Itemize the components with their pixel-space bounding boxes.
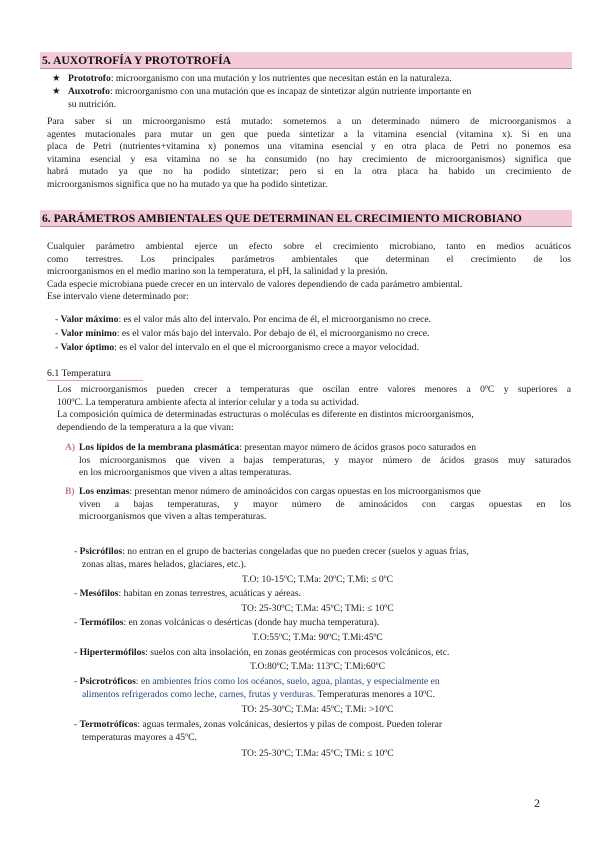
bullet-auxotrofo-cont: su nutrición. bbox=[68, 99, 116, 110]
page-number: 2 bbox=[534, 796, 540, 810]
temps-hipertermofilos: T.O:80ºC; T.Ma: 113ºC; T.Mi:60ºC bbox=[249, 661, 386, 672]
subsection-underline bbox=[47, 380, 143, 381]
organism-termotroficos-cont: temperaturas mayores a 45ºC. bbox=[82, 732, 197, 743]
bullet-auxotrofo: Auxotrofo: microorganismo con una mutación que es incapaz de sintetizar algún nutriente importante en bbox=[68, 86, 472, 97]
organism-psicrotroficos-cont: alimentos refrigerados como leche, carnes, frutas y verduras. Temperaturas menores a 10ºC. bbox=[82, 689, 435, 700]
value-maximo: - Valor máximo: es el valor más alto del intervalo. Por encima de él, el microorganismo no crece. bbox=[55, 314, 432, 325]
item-enzimas: Los enzimas: presentan menor número de aminoácidos con cargas opuestas en los microorganismos que viven a bajas temperaturas, y mayor número de aminoácidos con cargas opuestas en los microorganismos que viven a altas temperaturas. bbox=[79, 486, 571, 523]
item-lipidos: Los lípidos de la membrana plasmática: presentan mayor número de ácidos grasos poco saturados en los microorganismos que viven a bajas temperaturas, y mayor número de ácidos grasos muy saturados en los microorganismos que viven a altas temperaturas. bbox=[79, 442, 571, 479]
subsection-6-1-heading: 6.1 Temperatura bbox=[47, 368, 111, 379]
star-bullet-icon: ★ bbox=[52, 86, 61, 97]
organism-termotroficos: - Termotróficos: aguas termales, zonas volcánicas, desiertos y pilas de compost. Pueden tolerar bbox=[74, 719, 443, 730]
temps-mesofilos: TO: 25-30ºC; T.Ma: 45ºC; TMi: ≤ 10ºC bbox=[241, 603, 394, 614]
bullet-prototrofo: Prototrofo: microorganismo con una mutación y los nutrientes que necesitan están en la naturaleza. bbox=[68, 73, 452, 84]
section-6-heading: 6. PARÁMETROS AMBIENTALES QUE DETERMINAN EL CRECIMIENTO MICROBIANO bbox=[40, 210, 572, 227]
item-letter-b: B) bbox=[65, 486, 75, 497]
organism-termofilos: - Termófilos: en zonas volcánicas o desérticas (donde hay mucha temperatura). bbox=[74, 617, 380, 628]
organism-psicrofilos-cont: zonas altas, mares helados, glaciares, etc.). bbox=[82, 559, 247, 570]
star-bullet-icon: ★ bbox=[52, 73, 61, 84]
organism-psicrotroficos: - Psicrotróficos: en ambientes fríos como los océanos, suelo, agua, plantas, y especialmente en bbox=[74, 676, 440, 687]
temperature-intro: Los microorganismos pueden crecer a temperaturas que oscilan entre valores menores a 0ºC y superiores a 100ºC. La temperatura ambiente afecta al interior celular y a toda su actividad. La composición química de determinadas estructuras o moléculas es diferente en distintos microorganismos, dependiendo de la temperatura a la que vivan: bbox=[57, 384, 571, 433]
value-optimo: - Valor óptimo: es el valor del intervalo en el que el microorganismo crece a mayor velocidad. bbox=[55, 342, 420, 353]
value-minimo: - Valor mínimo: es el valor más bajo del intervalo. Por debajo de él, el microorganismo no crece. bbox=[55, 328, 430, 339]
organism-mesofilos: - Mesófilos: habitan en zonas terrestres, acuáticas y aéreas. bbox=[74, 588, 301, 599]
item-letter-a: A) bbox=[65, 442, 76, 453]
section-5-heading: 5. AUXOTROFÍA Y PROTOTROFÍA bbox=[40, 52, 572, 69]
organism-psicrofilos: - Psicrófilos: no entran en el grupo de bacterias congeladas que no pueden crecer (suelos y aguas frías, bbox=[74, 546, 469, 557]
temps-psicrofilos: T.O: 10-15ºC; T.Ma: 20ºC; T.Mi: ≤ 0ºC bbox=[241, 574, 394, 585]
temps-psicrotroficos: TO: 25-30ºC; T.Ma: 45ºC; T.Mi: >10ºC bbox=[241, 704, 394, 715]
section-5-paragraph: Para saber si un microorganismo está mutado: sometemos a un determinado número de microorganismos a agentes mutacionales para mutar un gen que pueda sintetizar a la vitamina esencial (vitamina x). Si en una placa de Petri (nutrientes+vitamina x) ponemos una vitamina esencial y en otra placa de Petri no ponemos esa vitamina esencial y esa vitamina no se ha consumido (no hay crecimiento de microorganismos) significa que habrá mutado ya que no ha podido sintetizar; pero si en la otra placa ha habido un crecimiento de microorganismos significa que no ha mutado ya que ha podido sintetizar. bbox=[47, 116, 571, 190]
organism-hipertermofilos: - Hipertermófilos: suelos con alta insolación, en zonas geotérmicas con procesos volcánicos, etc. bbox=[74, 647, 450, 658]
section-6-intro: Cualquier parámetro ambiental ejerce un efecto sobre el crecimiento microbiano, tanto en medios acuáticos como terrestres. Los principales parámetros ambientales que determinan el crecimiento de los microorganismos en el medio marino son la temperatura, el pH, la salinidad y la presión. Cada especie microbiana puede crecer en un intervalo de valores dependiendo de cada parámetro ambiental. Ese intervalo viene determinado por: bbox=[47, 241, 571, 303]
temps-termotroficos: TO: 25-30ºC; T.Ma: 45ºC; TMi: ≤ 10ºC bbox=[241, 748, 394, 759]
temps-termofilos: T.O:55ºC; T.Ma: 90ºC; T.Mi:45ºC bbox=[252, 632, 383, 643]
